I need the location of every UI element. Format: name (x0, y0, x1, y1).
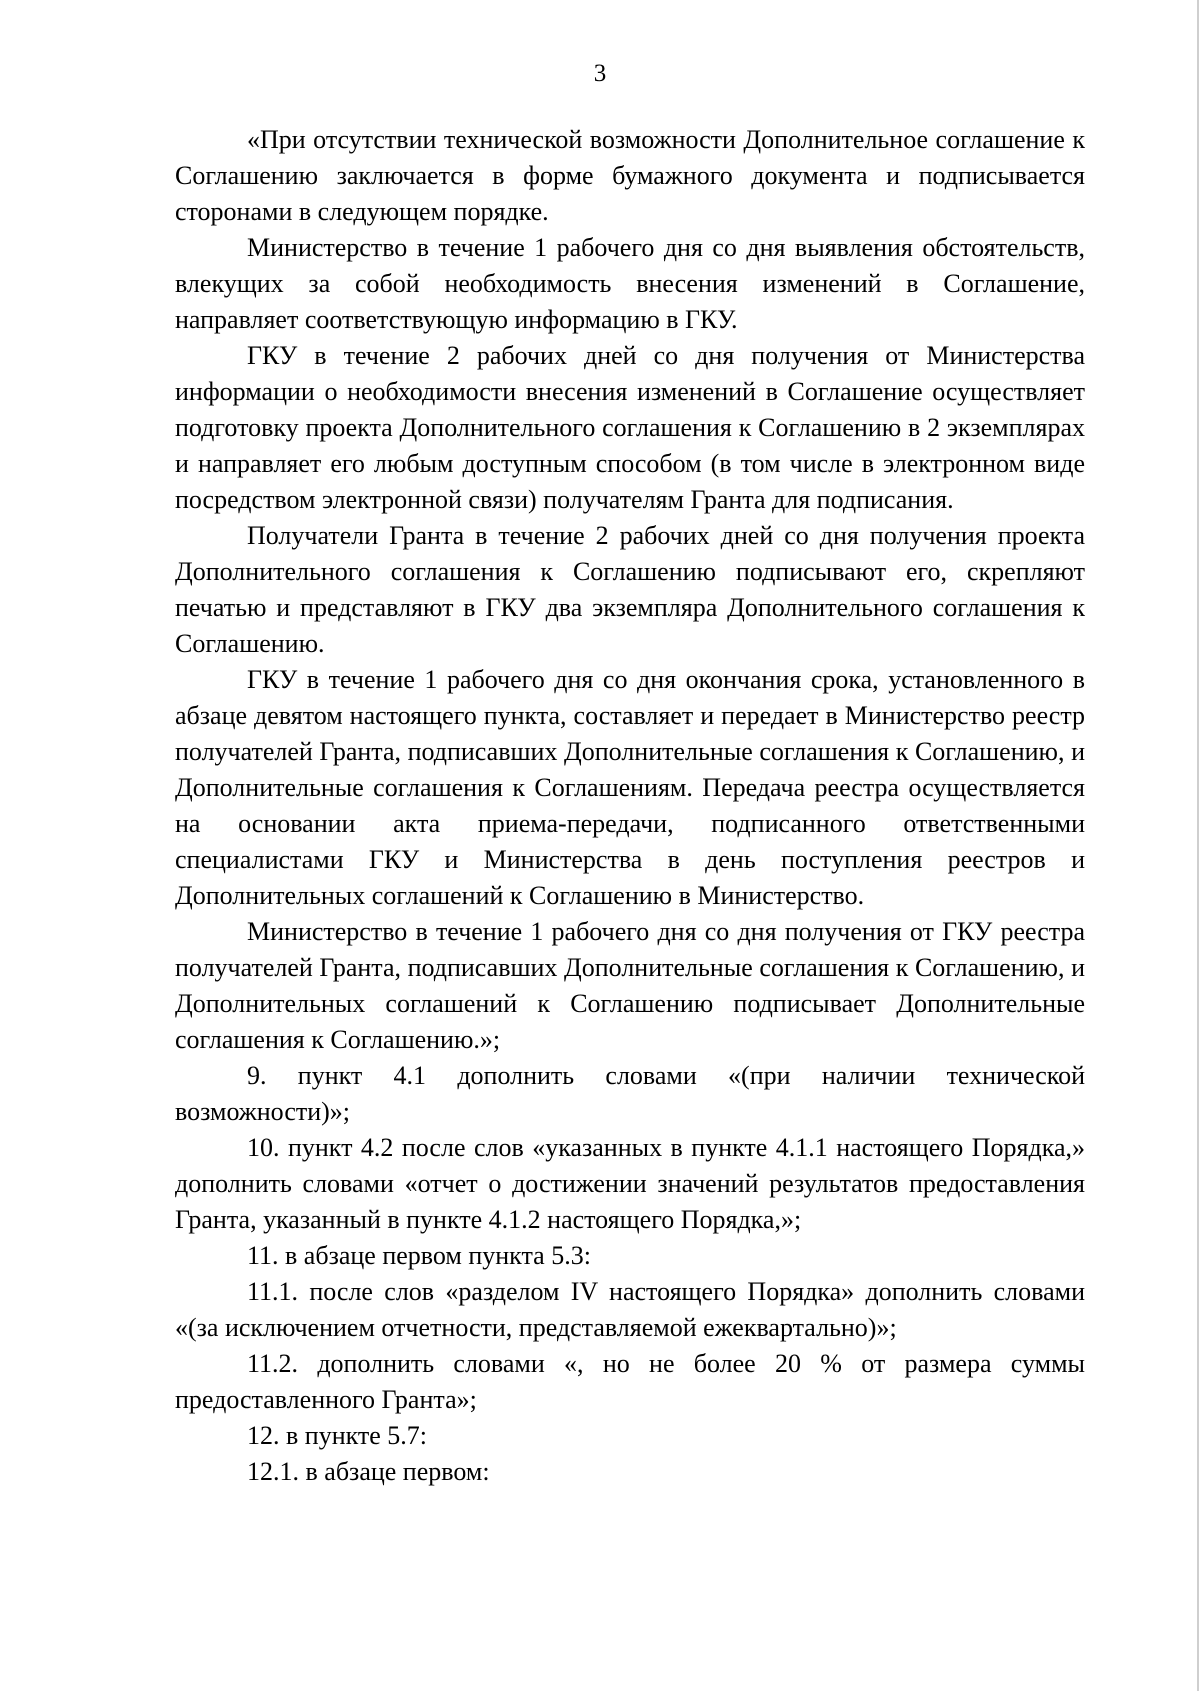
paragraph-13: 12.1. в абзаце первом: (247, 1457, 490, 1486)
paragraph-5: ГКУ в течение 1 рабочего дня со дня окончания срока, установленного в абзаце девятом настоящего пункта, составляет и передает в Министерство реестр получателей Гранта, подписавших Дополнительные соглашения к Соглашению, и Дополнительные соглашения к Соглашениям. Передача реестра осуществляется на основании акта приема-передачи, подписанного ответственными специалистами ГКУ и Министерства в день поступления реестров и Дополнительных соглашений к Соглашению в Министерство. (175, 665, 1085, 910)
paragraph-2: Министерство в течение 1 рабочего дня со дня выявления обстоятельств, влекущих за собой необходимость внесения изменений в Соглашение, направляет соответствующую информацию в ГКУ. (175, 233, 1085, 334)
paragraph-3: ГКУ в течение 2 рабочих дней со дня получения от Министерства информации о необходимости внесения изменений в Соглашение осуществляет подготовку проекта Дополнительного соглашения к Соглашению в 2 экземплярах и направляет его любым доступным способом (в том числе в электронном виде посредством электронной связи) получателям Гранта для подписания. (175, 341, 1085, 514)
paragraph-9: 11. в абзаце первом пункта 5.3: (247, 1241, 591, 1270)
paragraph-6: Министерство в течение 1 рабочего дня со дня получения от ГКУ реестра получателей Гранта, подписавших Дополнительные соглашения к Соглашению, и Дополнительных соглашений к Соглашению подписывает Дополнительные соглашения к Соглашению.»; (175, 917, 1085, 1054)
paragraph-10: 11.1. после слов «разделом IV настоящего Порядка» дополнить словами «(за исключением отчетности, представляемой ежеквартально)»; (175, 1277, 1085, 1342)
paragraph-12: 12. в пункте 5.7: (247, 1421, 428, 1450)
page-number: 3 (593, 60, 607, 87)
paragraph-8: 10. пункт 4.2 после слов «указанных в пункте 4.1.1 настоящего Порядка,» дополнить словами «отчет о достижении значений результатов предоставления Гранта, указанный в пункте 4.1.2 настоящего Порядка,»; (175, 1133, 1085, 1234)
paragraph-7: 9. пункт 4.1 дополнить словами «(при наличии технической возможности)»; (175, 1061, 1085, 1126)
paragraph-1: «При отсутствии технической возможности Дополнительное соглашение к Соглашению заключается в форме бумажного документа и подписывается сторонами в следующем порядке. (175, 125, 1085, 226)
paragraph-4: Получатели Гранта в течение 2 рабочих дней со дня получения проекта Дополнительного соглашения к Соглашению подписывают его, скрепляют печатью и представляют в ГКУ два экземпляра Дополнительного соглашения к Соглашению. (175, 521, 1085, 658)
page-edge-shadow (1197, 0, 1199, 1691)
document-body (175, 122, 1085, 1490)
paragraph-11: 11.2. дополнить словами «, но не более 20 % от размера суммы предоставленного Гранта»; (175, 1349, 1085, 1414)
